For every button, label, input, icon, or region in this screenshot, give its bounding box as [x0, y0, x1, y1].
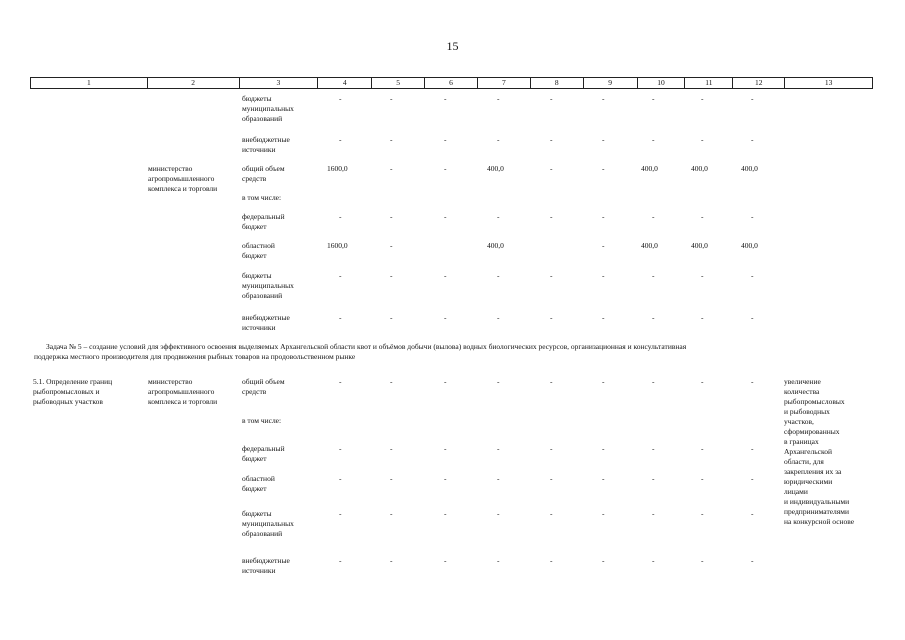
- cell-dash: -: [701, 94, 704, 103]
- row-regional-label: областной бюджет: [242, 241, 275, 260]
- responsible-ministry: министерство агропромышленного комплекса и торговли: [148, 377, 218, 406]
- header-col-7: 7: [478, 78, 531, 88]
- cell-dash: -: [550, 212, 553, 221]
- cell-dash: -: [339, 444, 342, 453]
- cell-dash: -: [602, 377, 605, 386]
- row-federal-label: федеральный бюджет: [242, 212, 285, 231]
- cell-dash: -: [701, 444, 704, 453]
- cell-dash: -: [390, 135, 393, 144]
- cell-dash: -: [602, 474, 605, 483]
- cell-value: 400,0: [691, 241, 708, 250]
- header-col-8: 8: [531, 78, 584, 88]
- expected-outcome: увеличение количества рыбопромысловых и рыбоводных участков, сформированных в границах Архангельской области, для закрепления их за юридическими лицами и индивидуальными предпринимателями на конкурсной основе: [784, 377, 855, 526]
- cell-dash: -: [701, 377, 704, 386]
- row-total-label: общий объем средств: [242, 164, 285, 183]
- cell-dash: -: [751, 212, 754, 221]
- header-col-3: 3: [240, 78, 319, 88]
- cell-dash: -: [550, 164, 553, 173]
- table-header-row: [30, 77, 873, 89]
- cell-dash: -: [444, 556, 447, 565]
- task-5-heading: Задача № 5 – создание условий для эффективного освоения выделяемых Архангельской области квот и объёмов добычи (вылова) водных биологических ресурсов, организационная и консультативная поддержка местного производителя для продвижения рыбных товаров на продовольственном рынке: [34, 342, 687, 361]
- cell-dash: -: [701, 271, 704, 280]
- cell-dash: -: [701, 474, 704, 483]
- cell-dash: -: [339, 509, 342, 518]
- cell-dash: -: [497, 135, 500, 144]
- cell-dash: -: [444, 94, 447, 103]
- cell-dash: -: [339, 271, 342, 280]
- cell-dash: -: [602, 313, 605, 322]
- cell-dash: -: [652, 271, 655, 280]
- cell-dash: -: [602, 164, 605, 173]
- cell-value: 400,0: [741, 241, 758, 250]
- row-municipal-label: бюджеты муниципальных образований: [242, 271, 294, 300]
- cell-dash: -: [751, 271, 754, 280]
- cell-dash: -: [390, 313, 393, 322]
- cell-dash: -: [497, 444, 500, 453]
- header-col-9: 9: [584, 78, 638, 88]
- cell-dash: -: [444, 509, 447, 518]
- row-offbudget-label: внебюджетные источники: [242, 313, 290, 332]
- header-col-10: 10: [638, 78, 686, 88]
- cell-dash: -: [497, 377, 500, 386]
- cell-dash: -: [751, 556, 754, 565]
- cell-dash: -: [339, 94, 342, 103]
- cell-dash: -: [652, 135, 655, 144]
- cell-dash: -: [751, 509, 754, 518]
- cell-dash: -: [497, 271, 500, 280]
- cell-dash: -: [390, 509, 393, 518]
- cell-dash: -: [497, 509, 500, 518]
- cell-dash: -: [602, 212, 605, 221]
- cell-dash: -: [602, 94, 605, 103]
- row-federal-label: федеральный бюджет: [242, 444, 285, 463]
- cell-dash: -: [701, 135, 704, 144]
- header-col-2: 2: [148, 78, 240, 88]
- cell-dash: -: [339, 212, 342, 221]
- cell-dash: -: [339, 313, 342, 322]
- header-col-4: 4: [318, 78, 372, 88]
- header-col-11: 11: [685, 78, 733, 88]
- cell-dash: -: [602, 509, 605, 518]
- cell-dash: -: [652, 444, 655, 453]
- cell-dash: -: [701, 212, 704, 221]
- row-municipal-label: бюджеты муниципальных образований: [242, 94, 294, 123]
- cell-dash: -: [390, 556, 393, 565]
- cell-dash: -: [390, 474, 393, 483]
- cell-dash: -: [602, 271, 605, 280]
- cell-dash: -: [444, 377, 447, 386]
- cell-dash: -: [444, 313, 447, 322]
- header-col-5: 5: [372, 78, 425, 88]
- cell-dash: -: [339, 377, 342, 386]
- cell-dash: -: [652, 509, 655, 518]
- cell-dash: -: [444, 271, 447, 280]
- item-5-1-title: 5.1. Определение границ рыбопромысловых и рыбоводных участков: [33, 377, 113, 406]
- cell-dash: -: [390, 212, 393, 221]
- cell-dash: -: [550, 94, 553, 103]
- cell-value: 400,0: [741, 164, 758, 173]
- responsible-ministry: министерство агропромышленного комплекса и торговли: [148, 164, 218, 193]
- cell-dash: -: [390, 241, 393, 250]
- cell-dash: -: [550, 444, 553, 453]
- cell-dash: -: [550, 474, 553, 483]
- cell-dash: -: [390, 94, 393, 103]
- cell-dash: -: [497, 94, 500, 103]
- cell-dash: -: [444, 474, 447, 483]
- cell-dash: -: [497, 212, 500, 221]
- row-incl-label: в том числе:: [242, 416, 282, 425]
- header-col-1: 1: [31, 78, 148, 88]
- cell-dash: -: [751, 135, 754, 144]
- cell-dash: -: [497, 474, 500, 483]
- cell-dash: -: [701, 313, 704, 322]
- cell-value: 400,0: [691, 164, 708, 173]
- cell-dash: -: [390, 444, 393, 453]
- cell-dash: -: [652, 212, 655, 221]
- row-total-label: общий объем средств: [242, 377, 285, 396]
- cell-dash: -: [444, 444, 447, 453]
- cell-value: 400,0: [487, 164, 504, 173]
- cell-dash: -: [701, 509, 704, 518]
- cell-dash: -: [652, 556, 655, 565]
- cell-dash: -: [751, 377, 754, 386]
- cell-dash: -: [339, 556, 342, 565]
- cell-dash: -: [602, 241, 605, 250]
- cell-dash: -: [652, 94, 655, 103]
- cell-dash: -: [550, 556, 553, 565]
- cell-dash: -: [390, 271, 393, 280]
- row-regional-label: областной бюджет: [242, 474, 275, 493]
- cell-dash: -: [602, 556, 605, 565]
- cell-dash: -: [390, 164, 393, 173]
- cell-dash: -: [751, 444, 754, 453]
- cell-dash: -: [390, 377, 393, 386]
- cell-dash: -: [444, 135, 447, 144]
- cell-dash: -: [339, 474, 342, 483]
- header-col-6: 6: [425, 78, 478, 88]
- cell-dash: -: [444, 212, 447, 221]
- cell-value: 400,0: [641, 164, 658, 173]
- cell-dash: -: [652, 377, 655, 386]
- cell-dash: -: [751, 474, 754, 483]
- header-col-13: 13: [824, 78, 833, 87]
- cell-value: 400,0: [641, 241, 658, 250]
- cell-dash: -: [751, 313, 754, 322]
- cell-value: 1600,0: [327, 241, 348, 250]
- cell-dash: -: [497, 313, 500, 322]
- cell-dash: -: [339, 135, 342, 144]
- row-offbudget-label: внебюджетные источники: [242, 556, 290, 575]
- cell-dash: -: [550, 313, 553, 322]
- cell-value: 1600,0: [327, 164, 348, 173]
- cell-dash: -: [550, 377, 553, 386]
- cell-dash: -: [751, 94, 754, 103]
- page-number: 15: [446, 39, 459, 53]
- cell-dash: -: [444, 164, 447, 173]
- row-municipal-label: бюджеты муниципальных образований: [242, 509, 294, 538]
- cell-dash: -: [652, 313, 655, 322]
- cell-dash: -: [701, 556, 704, 565]
- row-offbudget-label: внебюджетные источники: [242, 135, 290, 154]
- row-incl-label: в том числе:: [242, 193, 282, 202]
- cell-dash: -: [497, 556, 500, 565]
- cell-dash: -: [550, 509, 553, 518]
- cell-dash: -: [602, 444, 605, 453]
- cell-dash: -: [550, 135, 553, 144]
- cell-dash: -: [602, 135, 605, 144]
- header-col-12: 12: [733, 78, 785, 88]
- cell-value: 400,0: [487, 241, 504, 250]
- cell-dash: -: [550, 271, 553, 280]
- cell-dash: -: [652, 474, 655, 483]
